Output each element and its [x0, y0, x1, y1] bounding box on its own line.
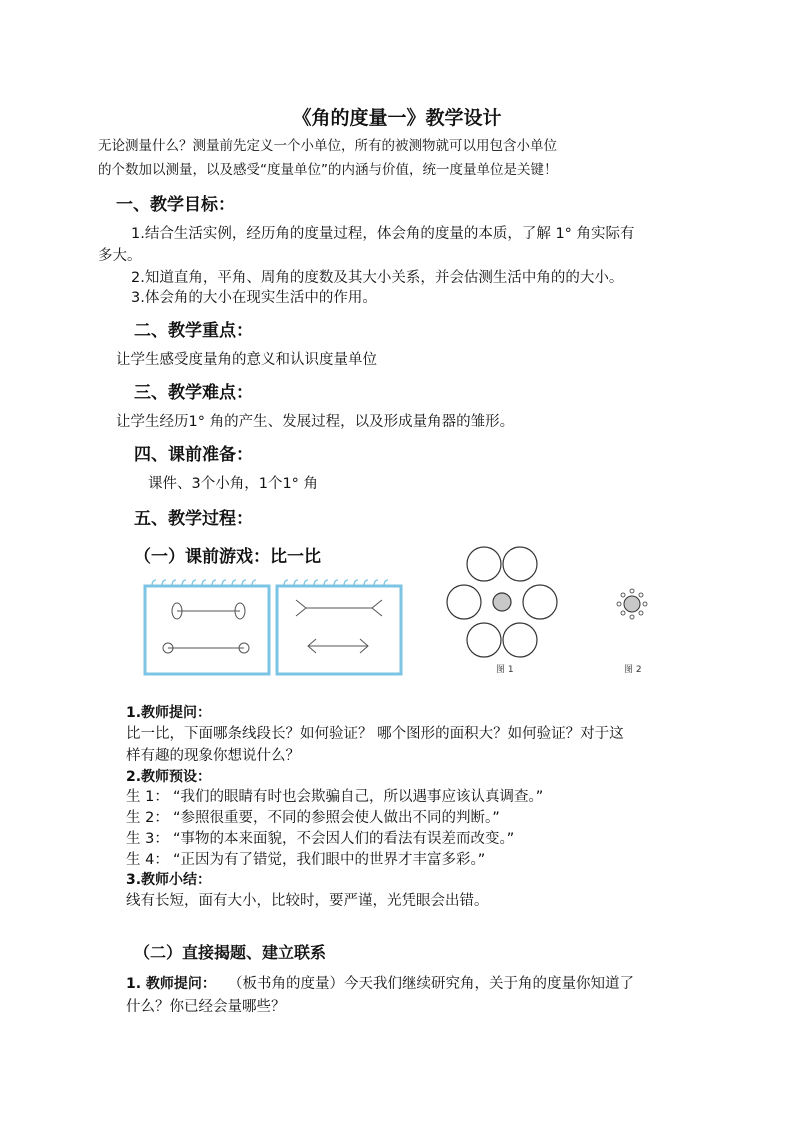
- student-1-label: 生 1：: [126, 789, 169, 805]
- section-heading-key-point: 二、教学重点：: [134, 321, 253, 341]
- part2-question-label: 1. 教师提问：: [126, 976, 216, 992]
- page-title: 《角的度量一》教学设计: [292, 107, 502, 129]
- part1-heading: （一）课前游戏：比一比: [134, 547, 321, 567]
- teacher-summary-text: 线有长短，面有大小，比较时，要严谨，光凭眼会出错。: [126, 893, 489, 909]
- student-2-text: “参照很重要，不同的参照会使人做出不同的判断。”: [173, 810, 500, 826]
- goal-1-line-1: 1.结合生活实例，经历角的度量过程，体会角的度量的本质，了解 1° 角实际有: [131, 226, 635, 242]
- part2-heading: （二）直接揭题、建立联系: [134, 943, 327, 962]
- teacher-question-line-1: 比一比，下面哪条线段长？如何验证？ 哪个图形的面积大？如何验证？对于这: [126, 726, 624, 742]
- teacher-question-line-2: 样有趣的现象你想说什么？: [126, 748, 300, 764]
- part2-question-line-2: 什么？你已经会量哪些？: [126, 999, 286, 1015]
- goal-3: 3.体会角的大小在现实生活中的作用。: [131, 290, 377, 306]
- section-heading-process: 五、教学过程：: [134, 509, 253, 529]
- student-2-label: 生 2：: [126, 810, 169, 826]
- illusion-card-arrows: [274, 578, 404, 678]
- ebbinghaus-figure-2: [614, 586, 650, 622]
- teacher-preset-label: 2.教师预设：: [126, 769, 212, 785]
- intro-line-2: 的个数加以测量，以及感受“度量单位”的内涵与价值，统一度量单位是关键！: [98, 162, 558, 178]
- student-1-text: “我们的眼睛有时也会欺骗自己，所以遇事应该认真调查。”: [173, 789, 544, 805]
- difficulty-text: 让学生经历1° 角的产生、发展过程，以及形成量角器的雏形。: [116, 414, 515, 430]
- section-heading-difficulty: 三、教学难点：: [134, 383, 253, 403]
- teacher-question-label: 1.教师提问：: [126, 705, 212, 721]
- student-4-label: 生 4：: [126, 852, 169, 868]
- goal-2: 2.知道直角，平角、周角的度数及其大小关系，并会估测生活中角的的大小。: [131, 270, 624, 286]
- teacher-summary-label: 3.教师小结：: [126, 872, 212, 888]
- goal-1-line-2: 多大。: [98, 248, 142, 264]
- section-heading-goals: 一、教学目标：: [116, 195, 235, 215]
- student-3-text: “事物的本来面貌，不会因人们的看法有误差而改变。”: [173, 831, 515, 847]
- section-heading-preparation: 四、课前准备：: [134, 445, 253, 465]
- intro-line-1: 无论测量什么？测量前先定义一个小单位，所有的被测物就可以用包含小单位: [98, 138, 557, 154]
- illusion-card-dumbbell: [142, 578, 272, 678]
- student-4-text: “正因为有了错觉，我们眼中的世界才丰富多彩。”: [173, 852, 486, 868]
- student-3-label: 生 3：: [126, 831, 169, 847]
- part2-question-line-1: （板书角的度量）今天我们继续研究角，关于角的度量你知道了: [228, 976, 634, 992]
- figure-2-caption: 图 2: [624, 665, 642, 675]
- ebbinghaus-figure-1: [440, 545, 565, 665]
- preparation-text: 课件、3个小角，1个1° 角: [148, 476, 319, 492]
- figure-1-caption: 图 1: [496, 665, 514, 675]
- key-point-text: 让学生感受度量角的意义和认识度量单位: [116, 352, 377, 368]
